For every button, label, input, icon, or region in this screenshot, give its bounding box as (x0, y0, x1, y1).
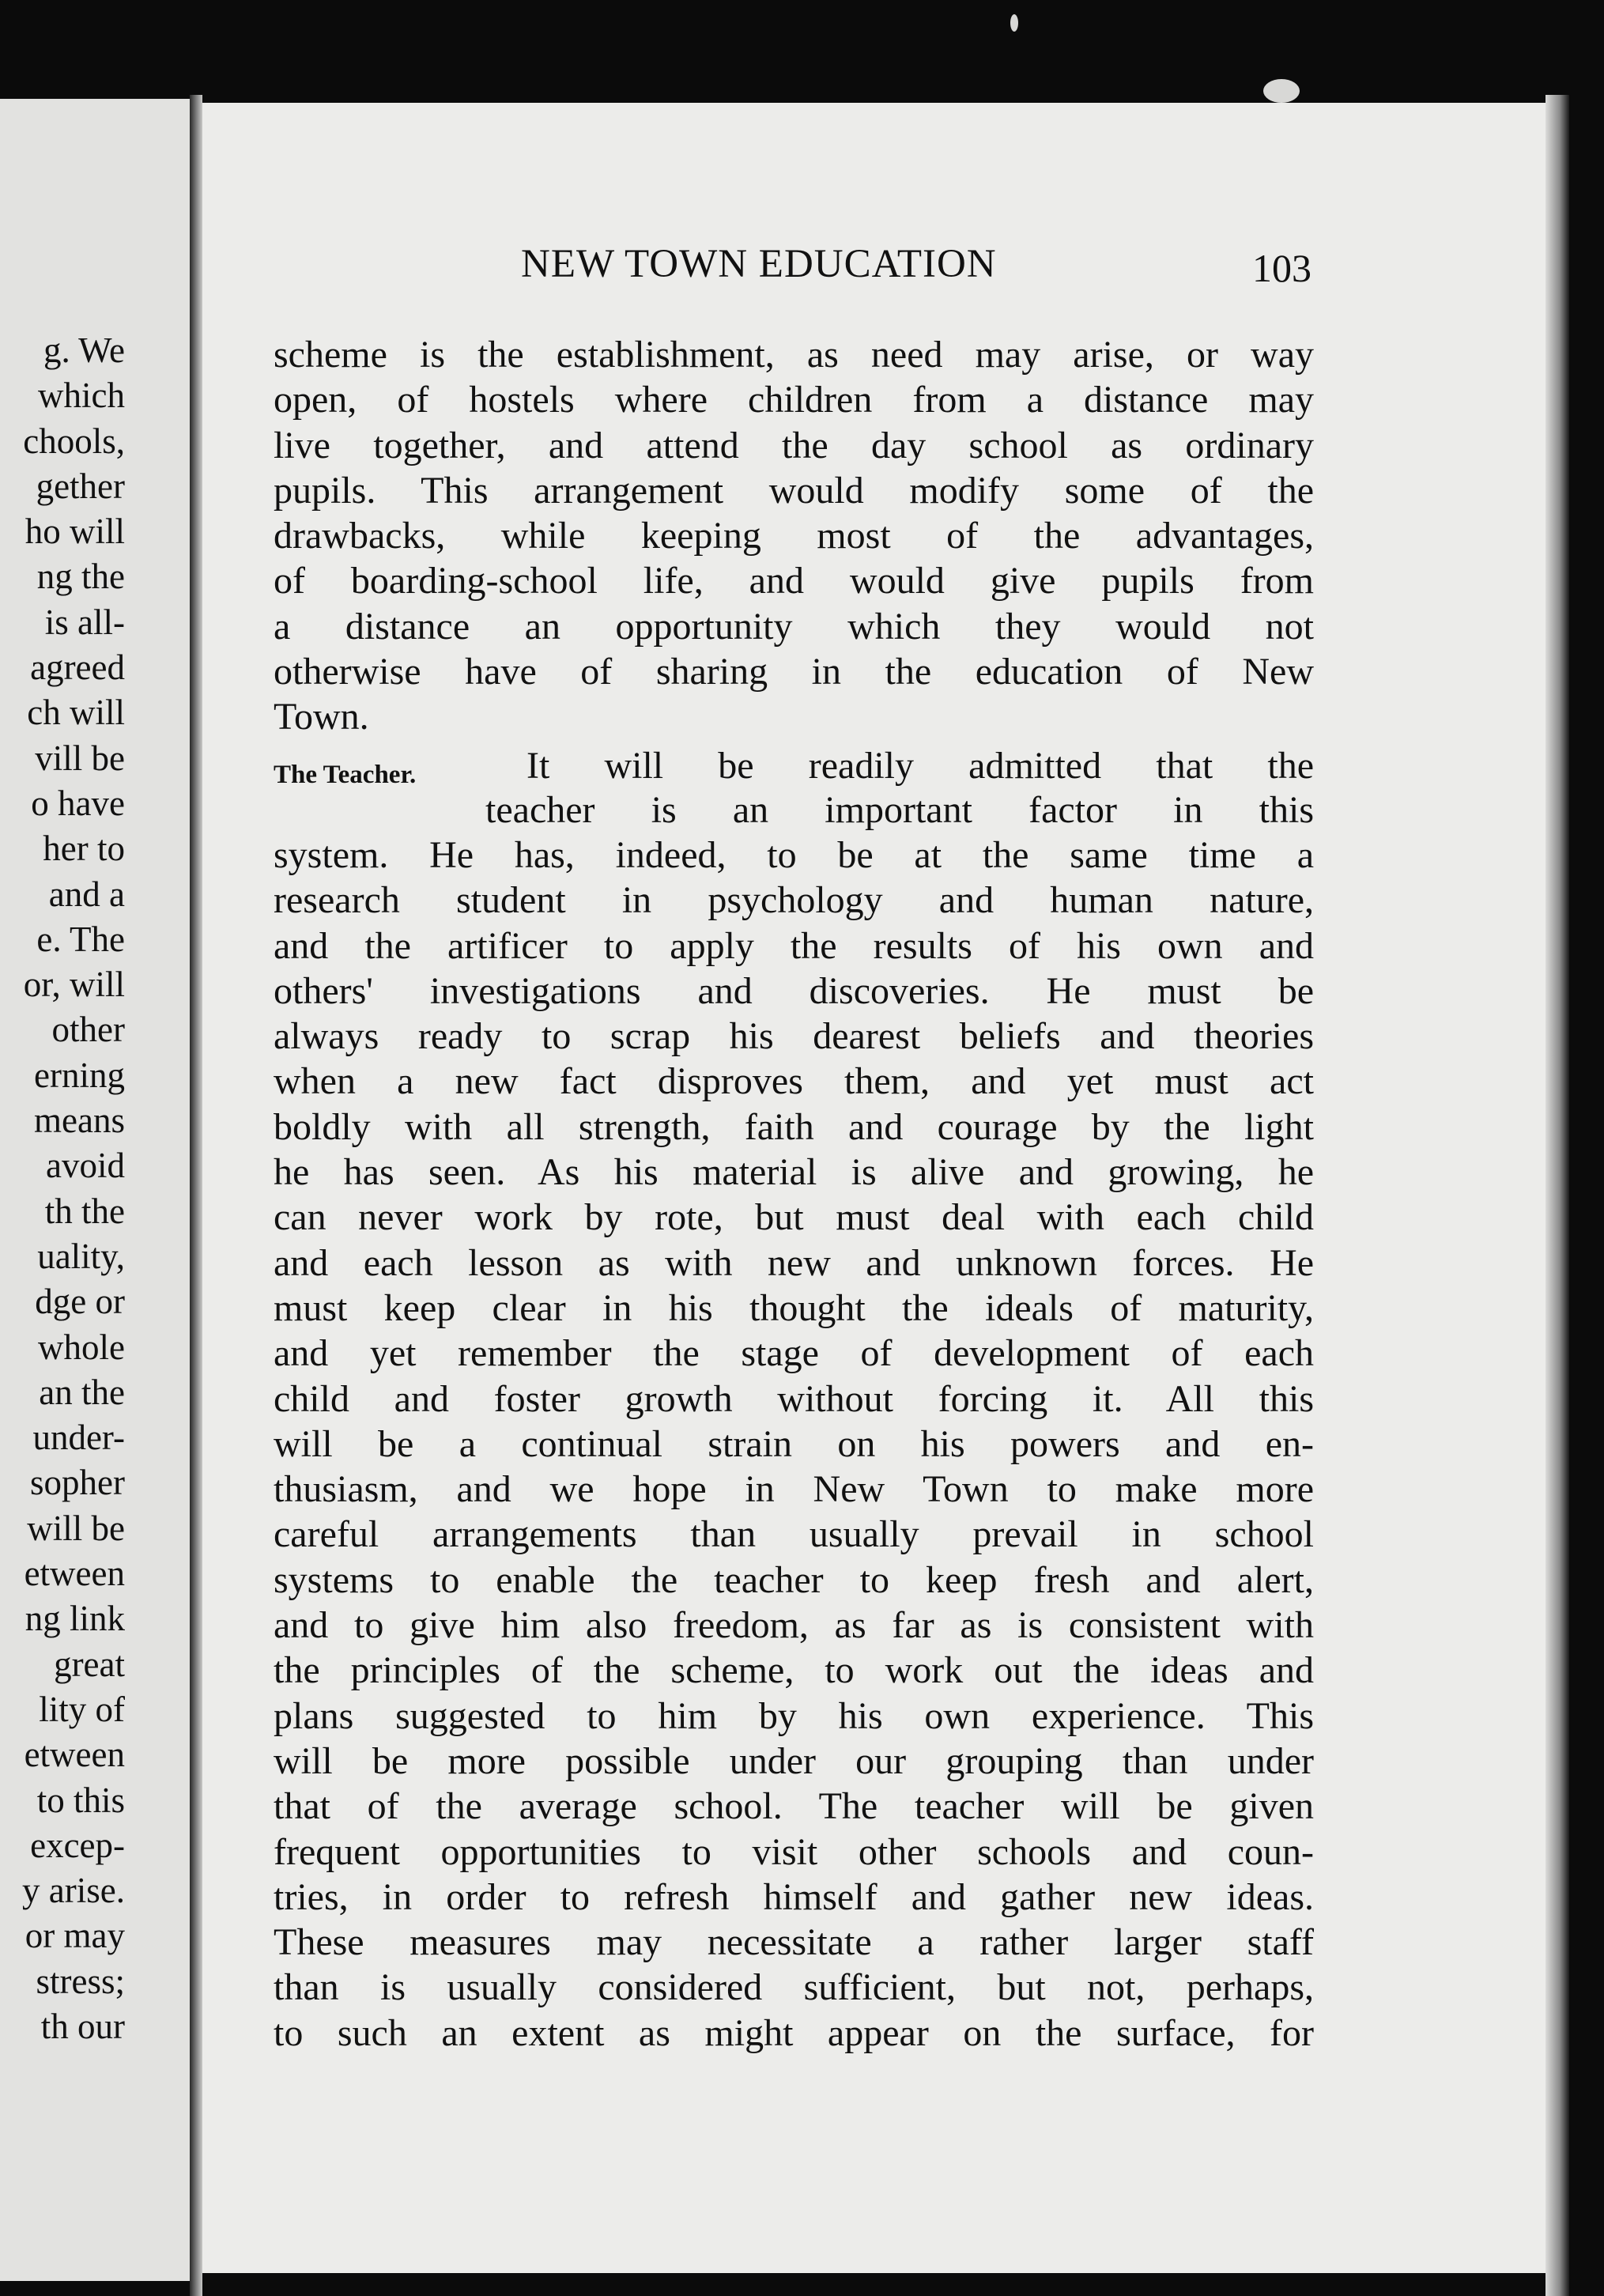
text-line: drawbacks, while keeping most of the advantages, (274, 515, 1314, 557)
previous-page-line: e. The (36, 919, 125, 959)
text-line: and each lesson as with new and unknown forces. He (274, 1241, 1314, 1284)
text-line: teacher is an important factor in this (485, 788, 1314, 831)
page-edge-shadow (1546, 95, 1569, 2296)
previous-page-line: her to (43, 829, 125, 869)
side-note: The Teacher. (274, 761, 417, 789)
text-line: can never work by rote, but must deal with each child (274, 1196, 1314, 1239)
scan-speck (1010, 14, 1018, 32)
previous-page-line: or, will (23, 965, 125, 1005)
previous-page-line: and a (48, 874, 125, 914)
previous-page-line: dge or (35, 1282, 125, 1322)
previous-page-line: th our (40, 2006, 125, 2046)
running-head: NEW TOWN EDUCATION (521, 242, 997, 286)
text-line: a distance an opportunity which they would not (274, 605, 1314, 648)
text-line: the principles of the scheme, to work out the ideas and (274, 1649, 1314, 1692)
previous-page-line: gether (36, 466, 125, 506)
text-line: otherwise have of sharing in the education of New (274, 651, 1314, 693)
text-line: systems to enable the teacher to keep fresh and alert, (274, 1558, 1314, 1601)
text-line: Town. (274, 696, 369, 738)
previous-page-line: or may (25, 1916, 125, 1956)
previous-page-line: is all- (44, 602, 125, 642)
previous-page (0, 99, 190, 2281)
text-line: plans suggested to him by his own experience. This (274, 1694, 1314, 1737)
previous-page-line: uality, (37, 1236, 125, 1276)
previous-page-line: y arise. (22, 1871, 125, 1911)
text-line: will be a continual strain on his powers and en- (274, 1422, 1314, 1465)
previous-page-line: erning (34, 1055, 125, 1095)
previous-page-line: will be (27, 1508, 125, 1548)
text-line: research student in psychology and human nature, (274, 879, 1314, 922)
book-gutter (190, 95, 202, 2296)
page-number: 103 (1252, 246, 1312, 290)
previous-page-line: agreed (30, 648, 125, 688)
previous-page-line: etween (24, 1735, 125, 1775)
text-line: live together, and attend the day school as ordinary (274, 424, 1314, 466)
text-line: It will be readily admitted that the (526, 744, 1314, 787)
previous-page-line: o have (31, 783, 125, 823)
previous-page-line: other (51, 1010, 125, 1050)
previous-page-line: ng link (25, 1599, 125, 1639)
text-line: scheme is the establishment, as need may arise, or way (274, 334, 1314, 376)
previous-page-line: etween (24, 1554, 125, 1594)
text-line: tries, in order to refresh himself and gather new ideas. (274, 1875, 1314, 1918)
previous-page-text (22, 328, 125, 2049)
previous-page-line: stress; (36, 1961, 125, 2001)
previous-page-line: lity of (39, 1689, 125, 1729)
text-line: and yet remember the stage of development of each (274, 1332, 1314, 1375)
text-line: must keep clear in his thought the ideals of maturity, (274, 1286, 1314, 1329)
text-line: than is usually considered sufficient, but not, perhaps, (274, 1966, 1314, 2009)
previous-page-line: ng the (36, 557, 125, 597)
text-line: of boarding-school life, and would give pupils from (274, 560, 1314, 602)
previous-page-line: th the (44, 1191, 125, 1231)
previous-page-line: means (34, 1101, 125, 1141)
previous-page-line: ch will (27, 693, 125, 733)
text-line: thusiasm, and we hope in New Town to make more (274, 1468, 1314, 1511)
text-line: others' investigations and discoveries. He must be (274, 969, 1314, 1012)
text-line: boldly with all strength, faith and courage by the light (274, 1105, 1314, 1148)
previous-page-line: vill be (35, 738, 125, 778)
text-line: careful arrangements than usually prevail in school (274, 1513, 1314, 1556)
previous-page-line: sopher (30, 1463, 125, 1503)
text-line: that of the average school. The teacher will be given (274, 1785, 1314, 1828)
previous-page-line: an the (39, 1372, 125, 1412)
text-line: and the artificer to apply the results of his own and (274, 924, 1314, 967)
previous-page-line: which (38, 376, 125, 416)
previous-page-line: great (54, 1644, 125, 1684)
previous-page-line: to this (36, 1780, 125, 1820)
text-line: will be more possible under our grouping than under (274, 1739, 1314, 1782)
text-line: always ready to scrap his dearest beliefs and theories (274, 1015, 1314, 1058)
text-line: he has seen. As his material is alive and growing, he (274, 1151, 1314, 1194)
text-line: to such an extent as might appear on the surface, for (274, 2011, 1314, 2054)
previous-page-line: ho will (25, 512, 125, 552)
previous-page-line: chools, (23, 421, 125, 461)
body-text (274, 332, 1314, 2056)
previous-page-line: whole (38, 1327, 125, 1367)
text-line: frequent opportunities to visit other schools and coun- (274, 1830, 1314, 1873)
text-line: child and foster growth without forcing it. All this (274, 1377, 1314, 1420)
previous-page-line: avoid (46, 1146, 125, 1186)
text-line: These measures may necessitate a rather larger staff (274, 1921, 1314, 1964)
previous-page-line: g. We (43, 330, 125, 370)
text-line: system. He has, indeed, to be at the same time a (274, 833, 1314, 876)
text-line: when a new fact disproves them, and yet must act (274, 1060, 1314, 1103)
previous-page-line: excep- (30, 1825, 125, 1865)
scan-speck (1263, 79, 1300, 103)
text-line: open, of hostels where children from a distance may (274, 379, 1314, 421)
previous-page-line: under- (32, 1418, 125, 1458)
text-line: pupils. This arrangement would modify some of the (274, 469, 1314, 512)
text-line: and to give him also freedom, as far as is consistent with (274, 1604, 1314, 1647)
